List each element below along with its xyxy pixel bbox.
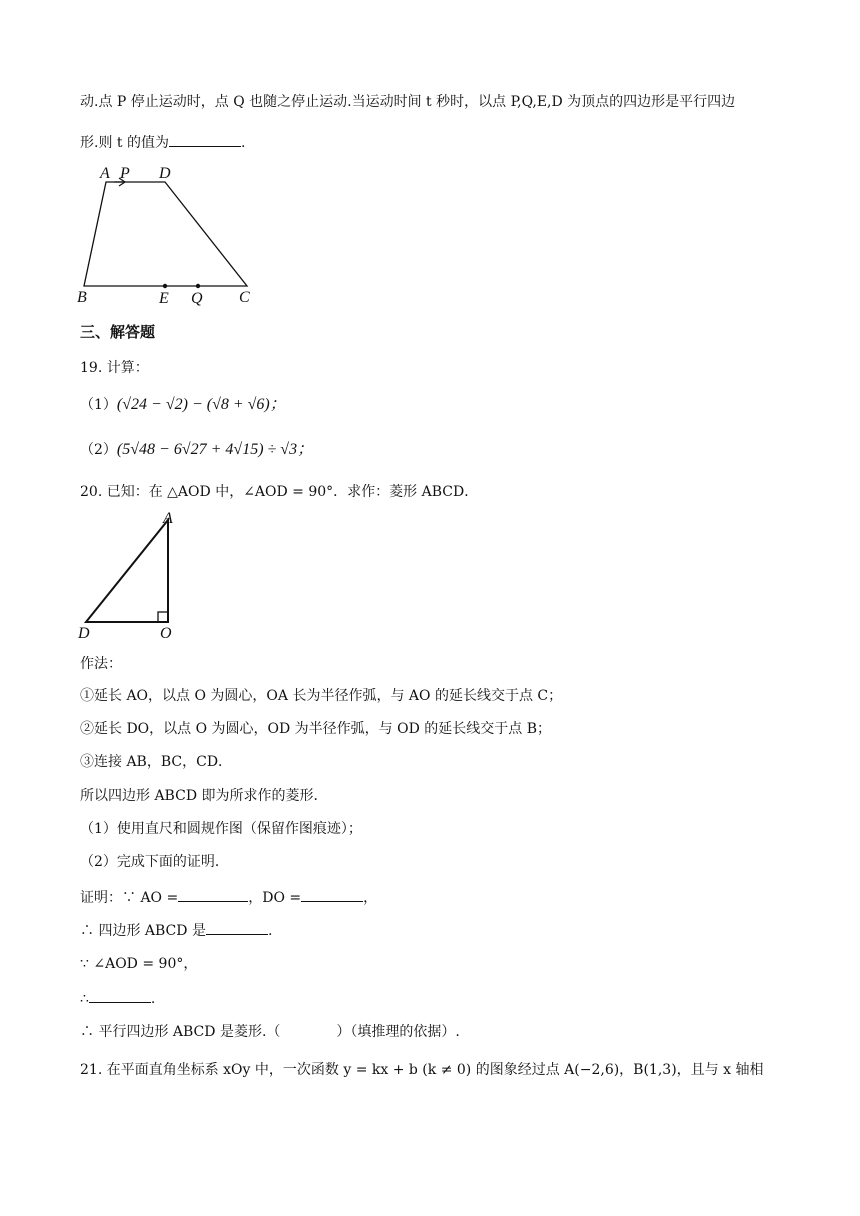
proof-line-5: ∴ 平行四边形 ABCD 是菱形.（ ）（填推理的依据）.: [80, 1024, 460, 1040]
proof-line-1-a: 证明：∵ AO =: [80, 890, 179, 906]
label-d: D: [78, 625, 90, 642]
triangle-shape: [86, 520, 168, 622]
proof-line-2-a: ∴ 四边形 ABCD 是: [80, 923, 206, 939]
label-d: D: [159, 165, 171, 182]
proof-line-1-b: ，DO =: [248, 890, 302, 906]
construction-step-1: ①延长 AO，以点 O 为圆心，OA 长为半径作弧，与 AO 的延长线交于点 C；: [80, 688, 563, 704]
method-label: 作法：: [80, 656, 122, 672]
construction-step-3: ③连接 AB，BC，CD．: [80, 754, 233, 770]
proof-blank-conclusion: [89, 988, 151, 1003]
proof-line-4-b: .: [150, 991, 156, 1007]
proof-blank-shape: [206, 920, 268, 935]
proof-blank-do: [301, 887, 363, 902]
label-p: P: [120, 165, 130, 182]
construction-conclusion: 所以四边形 ABCD 即为所求作的菱形．: [80, 788, 328, 804]
problem19-item1-expr: (√24 − √2) − (√8 + √6)；: [116, 396, 286, 413]
problem18-line2: [80, 132, 245, 153]
triangle-figure: [74, 506, 184, 642]
label-o: O: [160, 625, 172, 642]
point-q-dot: [196, 284, 200, 288]
construction-step-2: ②延长 DO，以点 O 为圆心，OD 为半径作弧，与 OD 的延长线交于点 B；: [80, 721, 552, 737]
point-e-dot: [163, 284, 167, 288]
label-a: A: [100, 165, 110, 182]
problem18-line1: 动.点 P 停止运动时，点 Q 也随之停止运动.当运动时间 t 秒时，以点 P,Q,E,D 为顶点的四边形是平行四边: [80, 94, 736, 110]
problem19-title: 19. 计算：: [80, 360, 149, 376]
proof-line-1: [80, 887, 377, 908]
task-2: （2）完成下面的证明．: [80, 854, 229, 870]
right-angle-mark: [158, 612, 168, 622]
problem19-item2-expr: (5√48 − 6√27 + 4√15) ÷ √3；: [116, 441, 314, 458]
label-e: E: [159, 290, 169, 307]
task-1: （1）使用直尺和圆规作图（保留作图痕迹）；: [80, 821, 362, 837]
problem20-title: 20. 已知：在 △AOD 中，∠AOD = 90°．求作：菱形 ABCD．: [80, 484, 479, 500]
problem19-item2-num: （2）: [80, 442, 117, 458]
proof-line-4: [80, 988, 155, 1009]
problem18-line2-prefix: 形.则 t 的值为: [80, 135, 169, 151]
problem19-item1-num: （1）: [80, 397, 117, 413]
label-b: B: [77, 289, 87, 306]
label-a: A: [163, 510, 173, 527]
proof-line-3: ∵ ∠AOD = 90°，: [80, 956, 198, 972]
label-q: Q: [191, 290, 203, 307]
problem19-item2: [80, 440, 313, 460]
proof-blank-ao: [178, 887, 248, 902]
answer-blank: [169, 132, 241, 147]
trapezoid-figure: [74, 160, 264, 308]
trapezoid-shape: [84, 182, 247, 286]
problem19-item1: [80, 395, 286, 415]
proof-line-2-b: .: [267, 923, 273, 939]
section-heading: 三、解答题: [80, 323, 156, 341]
proof-line-2: [80, 920, 272, 941]
problem18-line2-suffix: .: [240, 135, 246, 151]
problem21-text: 21. 在平面直角坐标系 xOy 中，一次函数 y = kx + b (k ≠ 0) 的图象经过点 A(−2,6)，B(1,3)，且与 x 轴相: [80, 1062, 764, 1078]
proof-line-1-c: ，: [363, 890, 378, 906]
proof-line-4-a: ∴: [80, 991, 89, 1007]
label-c: C: [239, 289, 250, 306]
